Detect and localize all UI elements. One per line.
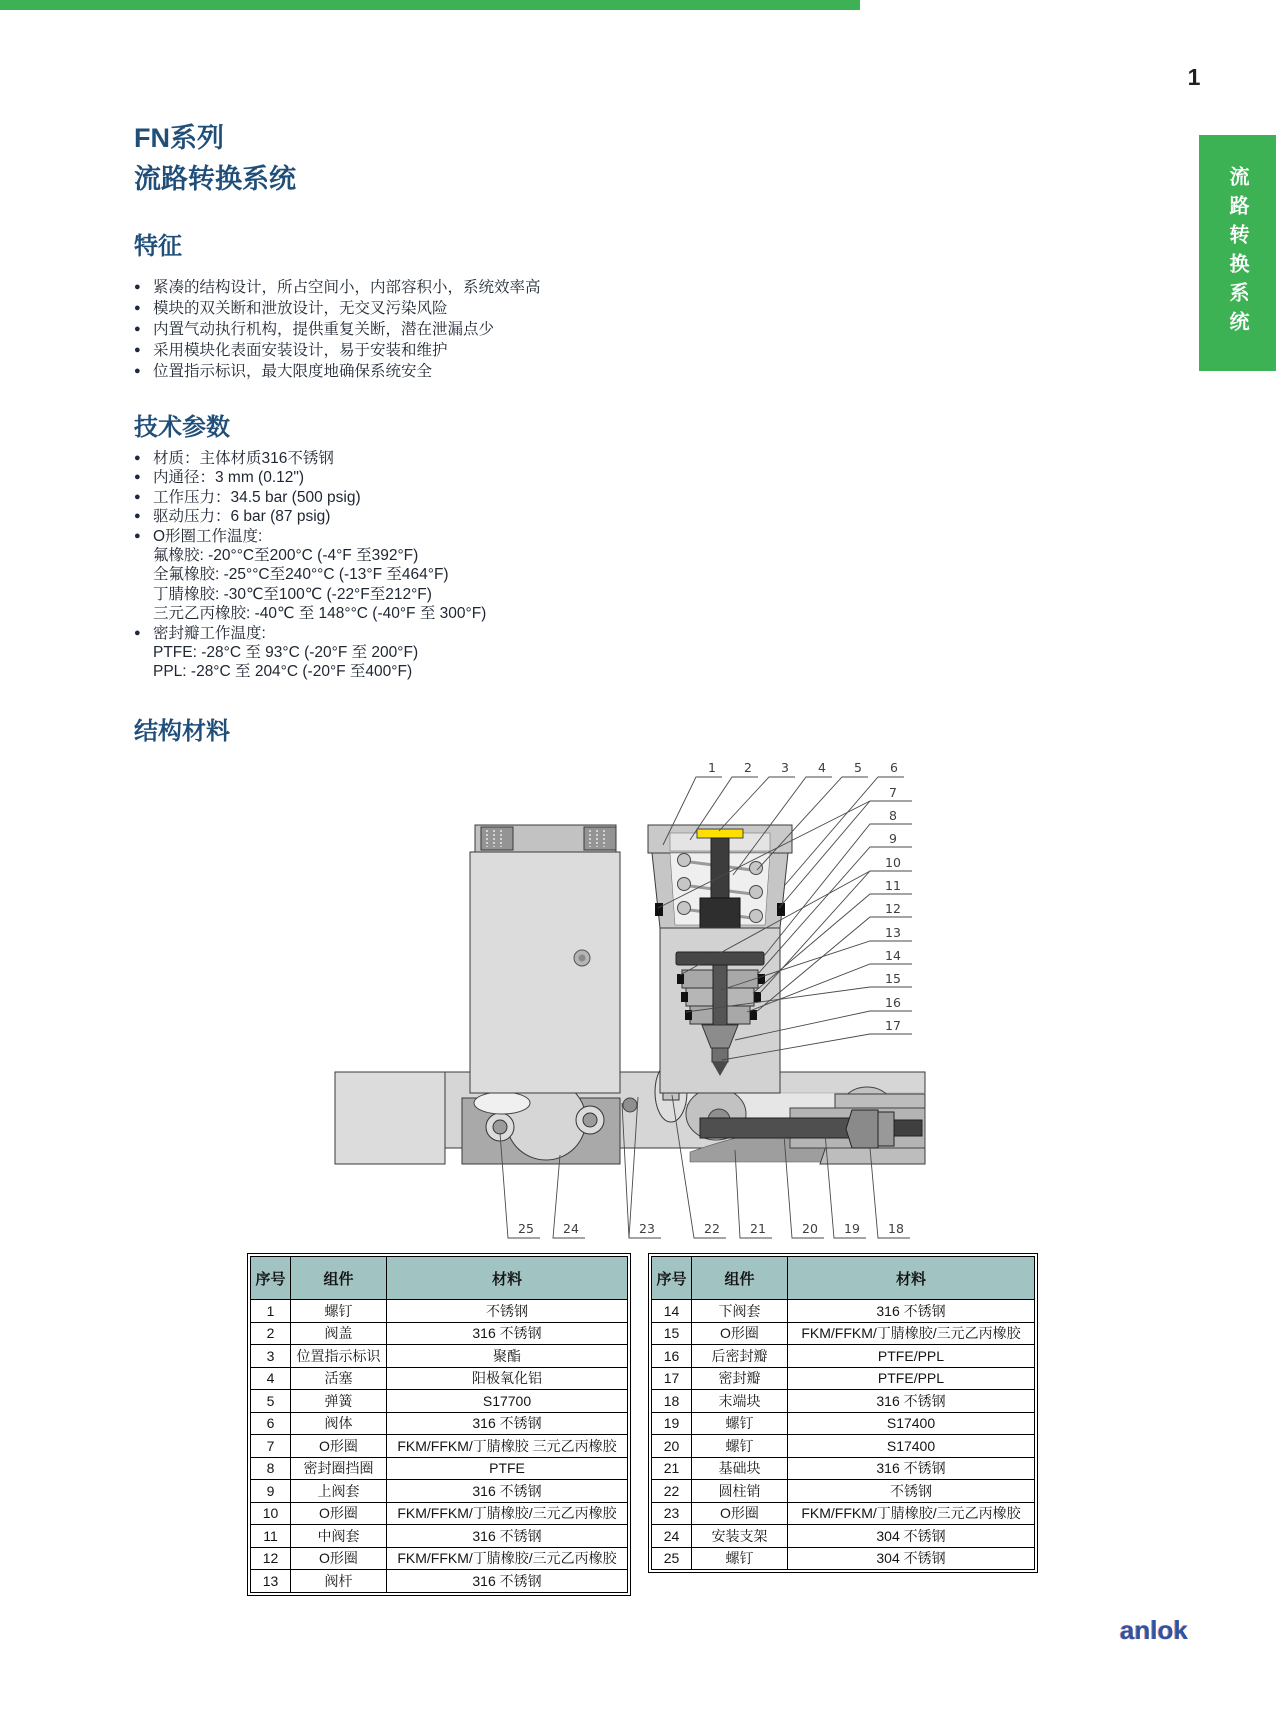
page-title bbox=[134, 118, 296, 200]
callout-23: 23 bbox=[639, 1221, 655, 1236]
callout-16: 16 bbox=[885, 995, 901, 1010]
table-row: 13 阀杆 316 不锈钢 bbox=[251, 1570, 628, 1593]
materials-heading: 结构材料 bbox=[134, 718, 230, 745]
spec-item: ● 材质：主体材质316不锈钢 bbox=[134, 449, 486, 468]
callout-4: 4 bbox=[818, 760, 826, 775]
feature-item: ● 采用模块化表面安装设计，易于安装和维护 bbox=[134, 340, 541, 361]
callout-13: 13 bbox=[885, 925, 901, 940]
col-header-material: 材料 bbox=[788, 1257, 1035, 1300]
spec-item: ● 工作压力：34.5 bar (500 psig) bbox=[134, 488, 486, 507]
callout-2: 2 bbox=[744, 760, 752, 775]
callout-24: 24 bbox=[563, 1221, 579, 1236]
table-row: 8 密封圈挡圈 PTFE bbox=[251, 1457, 628, 1480]
callout-21: 21 bbox=[750, 1221, 766, 1236]
table-row: 19 螺钉 S17400 bbox=[652, 1412, 1035, 1435]
callout-9: 9 bbox=[889, 831, 897, 846]
table-row: 3 位置指示标识 聚酯 bbox=[251, 1345, 628, 1368]
table-row: 1 螺钉 不锈钢 bbox=[251, 1300, 628, 1323]
materials-table-right bbox=[648, 1253, 1038, 1573]
table-row: 21 基础块 316 不锈钢 bbox=[652, 1457, 1035, 1480]
table-row: 18 末端块 316 不锈钢 bbox=[652, 1390, 1035, 1413]
callout-1: 1 bbox=[708, 760, 716, 775]
callout-12: 12 bbox=[885, 901, 901, 916]
col-header-component: 组件 bbox=[692, 1257, 788, 1300]
materials-table-left bbox=[247, 1253, 631, 1596]
table-row: 11 中阀套 316 不锈钢 bbox=[251, 1525, 628, 1548]
spec-subitem: PTFE: -28°C 至 93°C (-20°F 至 200°F) bbox=[153, 644, 419, 662]
callout-10: 10 bbox=[885, 855, 901, 870]
page-title-line1: FN系列 bbox=[134, 123, 224, 153]
col-header-material: 材料 bbox=[387, 1257, 628, 1300]
table-row: 17 密封瓣 PTFE/PPL bbox=[652, 1367, 1035, 1390]
callout-8: 8 bbox=[889, 808, 897, 823]
callout-14: 14 bbox=[885, 948, 901, 963]
callout-20: 20 bbox=[802, 1221, 818, 1236]
table-row: 10 O形圈 FKM/FFKM/丁腈橡胶/三元乙丙橡胶 bbox=[251, 1502, 628, 1525]
construction-diagram bbox=[330, 752, 942, 1252]
spec-item: ● 内通径：3 mm (0.12") bbox=[134, 468, 486, 487]
spec-subitem: 三元乙丙橡胶: -40℃ 至 148°°C (-40°F 至 300°F) bbox=[153, 605, 487, 623]
callout-15: 15 bbox=[885, 971, 901, 986]
spec-item: ● 密封瓣工作温度: bbox=[134, 624, 486, 643]
base-plate bbox=[335, 1062, 925, 1164]
table-row: 22 圆柱销 不锈钢 bbox=[652, 1480, 1035, 1503]
col-header-no: 序号 bbox=[251, 1257, 291, 1300]
table-row: 20 螺钉 S17400 bbox=[652, 1435, 1035, 1458]
specs-list bbox=[134, 449, 486, 682]
spec-subitem: PPL: -28°C 至 204°C (-20°F 至400°F) bbox=[153, 663, 413, 681]
page-number: 1 bbox=[1187, 64, 1201, 90]
table-row: 9 上阀套 316 不锈钢 bbox=[251, 1480, 628, 1503]
spec-item: ● O形圈工作温度: bbox=[134, 527, 486, 546]
table-row: 16 后密封瓣 PTFE/PPL bbox=[652, 1345, 1035, 1368]
table-row: 5 弹簧 S17700 bbox=[251, 1390, 628, 1413]
col-header-component: 组件 bbox=[291, 1257, 387, 1300]
table-row: 2 阀盖 316 不锈钢 bbox=[251, 1322, 628, 1345]
callout-3: 3 bbox=[781, 760, 789, 775]
spec-subitem: 氟橡胶: -20°°C至200°C (-4°F 至392°F) bbox=[153, 547, 419, 565]
callout-19: 19 bbox=[844, 1221, 860, 1236]
page-title-line2: 流路转换系统 bbox=[134, 164, 296, 194]
callout-11: 11 bbox=[885, 878, 901, 893]
callout-17: 17 bbox=[885, 1018, 901, 1033]
callout-22: 22 bbox=[704, 1221, 720, 1236]
table-row: 15 O形圈 FKM/FFKM/丁腈橡胶/三元乙丙橡胶 bbox=[652, 1322, 1035, 1345]
feature-item: ● 模块的双关断和泄放设计，无交叉污染风险 bbox=[134, 298, 541, 319]
table-row: 25 螺钉 304 不锈钢 bbox=[652, 1547, 1035, 1570]
spec-subitem: 丁腈橡胶: -30℃至100℃ (-22°F至212°F) bbox=[153, 585, 432, 603]
specs-heading: 技术参数 bbox=[134, 414, 230, 441]
callout-18: 18 bbox=[888, 1221, 904, 1236]
spec-item: ● 驱动压力：6 bar (87 psig) bbox=[134, 507, 486, 526]
feature-item: ● 紧凑的结构设计，所占空间小，内部容积小，系统效率高 bbox=[134, 277, 541, 298]
callout-7: 7 bbox=[889, 785, 897, 800]
features-list bbox=[134, 277, 541, 382]
table-row: 14 下阀套 316 不锈钢 bbox=[652, 1300, 1035, 1323]
callout-5: 5 bbox=[854, 760, 862, 775]
table-row: 6 阀体 316 不锈钢 bbox=[251, 1412, 628, 1435]
col-header-no: 序号 bbox=[652, 1257, 692, 1300]
side-tab-flow-switching-system bbox=[1199, 135, 1276, 371]
top-accent-bar bbox=[0, 0, 860, 10]
side-tab-label: 流路转换系统 bbox=[1226, 166, 1248, 340]
callout-6: 6 bbox=[890, 760, 898, 775]
brand-logo: anlok bbox=[1120, 1615, 1188, 1645]
spec-subitem: 全氟橡胶: -25°°C至240°°C (-13°F 至464°F) bbox=[153, 566, 449, 584]
table-row: 12 O形圈 FKM/FFKM/丁腈橡胶/三元乙丙橡胶 bbox=[251, 1547, 628, 1570]
table-row: 4 活塞 阳极氧化铝 bbox=[251, 1367, 628, 1390]
valve-cross-section bbox=[648, 825, 792, 1093]
feature-item: ● 内置气动执行机构，提供重复关断，潜在泄漏点少 bbox=[134, 319, 541, 340]
callout-25: 25 bbox=[518, 1221, 534, 1236]
table-row: 7 O形圈 FKM/FFKM/丁腈橡胶 三元乙丙橡胶 bbox=[251, 1435, 628, 1458]
actuator-block bbox=[470, 825, 620, 1093]
features-heading: 特征 bbox=[134, 233, 182, 260]
table-row: 24 安装支架 304 不锈钢 bbox=[652, 1525, 1035, 1548]
table-row: 23 O形圈 FKM/FFKM/丁腈橡胶/三元乙丙橡胶 bbox=[652, 1502, 1035, 1525]
feature-item: ● 位置指示标识，最大限度地确保系统安全 bbox=[134, 361, 541, 382]
